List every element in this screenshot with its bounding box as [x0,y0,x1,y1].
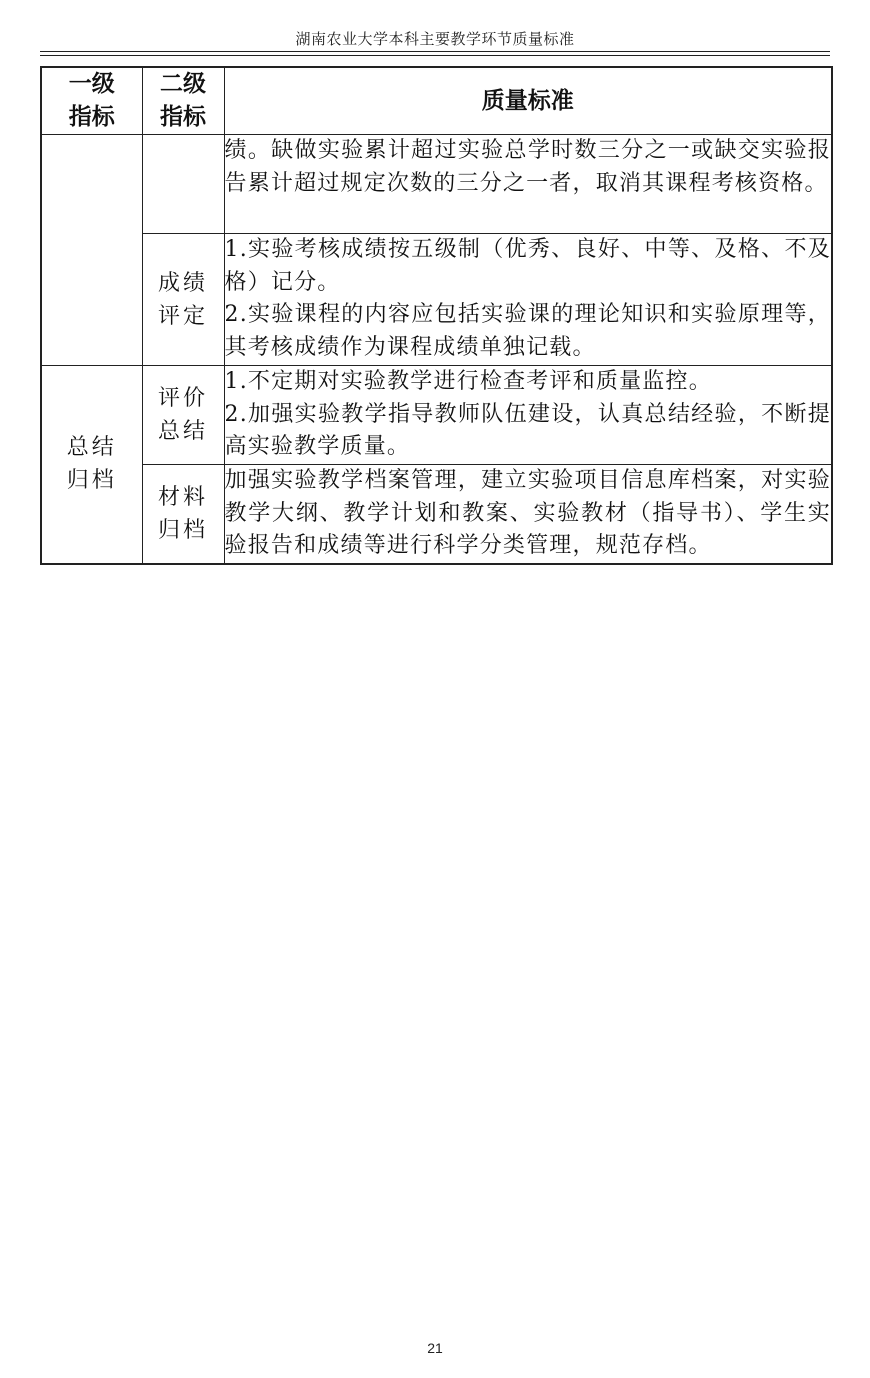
standard-cell [224,234,832,366]
standard-paragraph: 加强实验教学档案管理，建立实验项目信息库档案，对实验教学大纲、教学计划和教案、实验教材（指导书）、学生实验报告和成绩等进行科学分类管理，规范存档。 [224,468,831,558]
header-rule [40,51,830,52]
standard-paragraph: 1.实验考核成绩按五级制（优秀、良好、中等、及格、不及格）记分。 [224,237,831,295]
table-row [41,135,832,234]
table-row [41,234,832,366]
header-level1 [41,67,142,135]
level2-line1: 评价 [157,386,208,411]
table-row [41,465,832,564]
header-level2-line1: 二级 [160,71,206,97]
header-level2 [142,67,224,135]
level2-cell-empty [142,135,224,234]
level1-cell-empty [41,135,142,366]
level1-cell-summary-archive [41,366,142,564]
header-rule-double [40,55,830,56]
header-standard: 质量标准 [224,67,832,135]
level2-line2: 评定 [157,303,208,329]
standard-cell [224,135,832,234]
standard-paragraph: 2.实验课程的内容应包括实验课的理论知识和实验原理等，其考核成绩作为课程成绩单独记载。 [224,302,831,360]
level1-line2: 归档 [66,468,117,494]
level2-line2: 总结 [157,419,208,444]
level2-cell-material-archive [142,465,224,564]
table-header-row [41,67,832,135]
level2-line2: 归档 [157,517,208,543]
header-level1-line1: 一级 [68,71,115,97]
standard-cell [224,465,832,564]
level2-cell-grade-evaluation [142,234,224,366]
standard-cell [224,366,832,465]
standard-paragraph: 1.不定期对实验教学进行检查考评和质量监控。 [224,369,712,394]
standard-paragraph: 绩。缺做实验累计超过实验总学时数三分之一或缺交实验报告累计超过规定次数的三分之一者，取消其课程考核资格。 [224,138,831,196]
header-level2-line2: 指标 [160,104,206,130]
page-number: 21 [427,1340,443,1356]
level1-line1: 总结 [66,435,117,461]
standard-paragraph: 2.加强实验教学指导教师队伍建设，认真总结经验，不断提高实验教学质量。 [224,401,831,459]
header-level1-line2: 指标 [68,104,115,130]
page-header-title: 湖南农业大学本科主要教学环节质量标准 [295,30,575,48]
level2-line1: 材料 [157,484,208,510]
level2-line1: 成绩 [157,270,208,296]
table-row [41,366,832,465]
quality-standard-table [40,66,833,565]
level2-cell-evaluation-summary [142,366,224,465]
